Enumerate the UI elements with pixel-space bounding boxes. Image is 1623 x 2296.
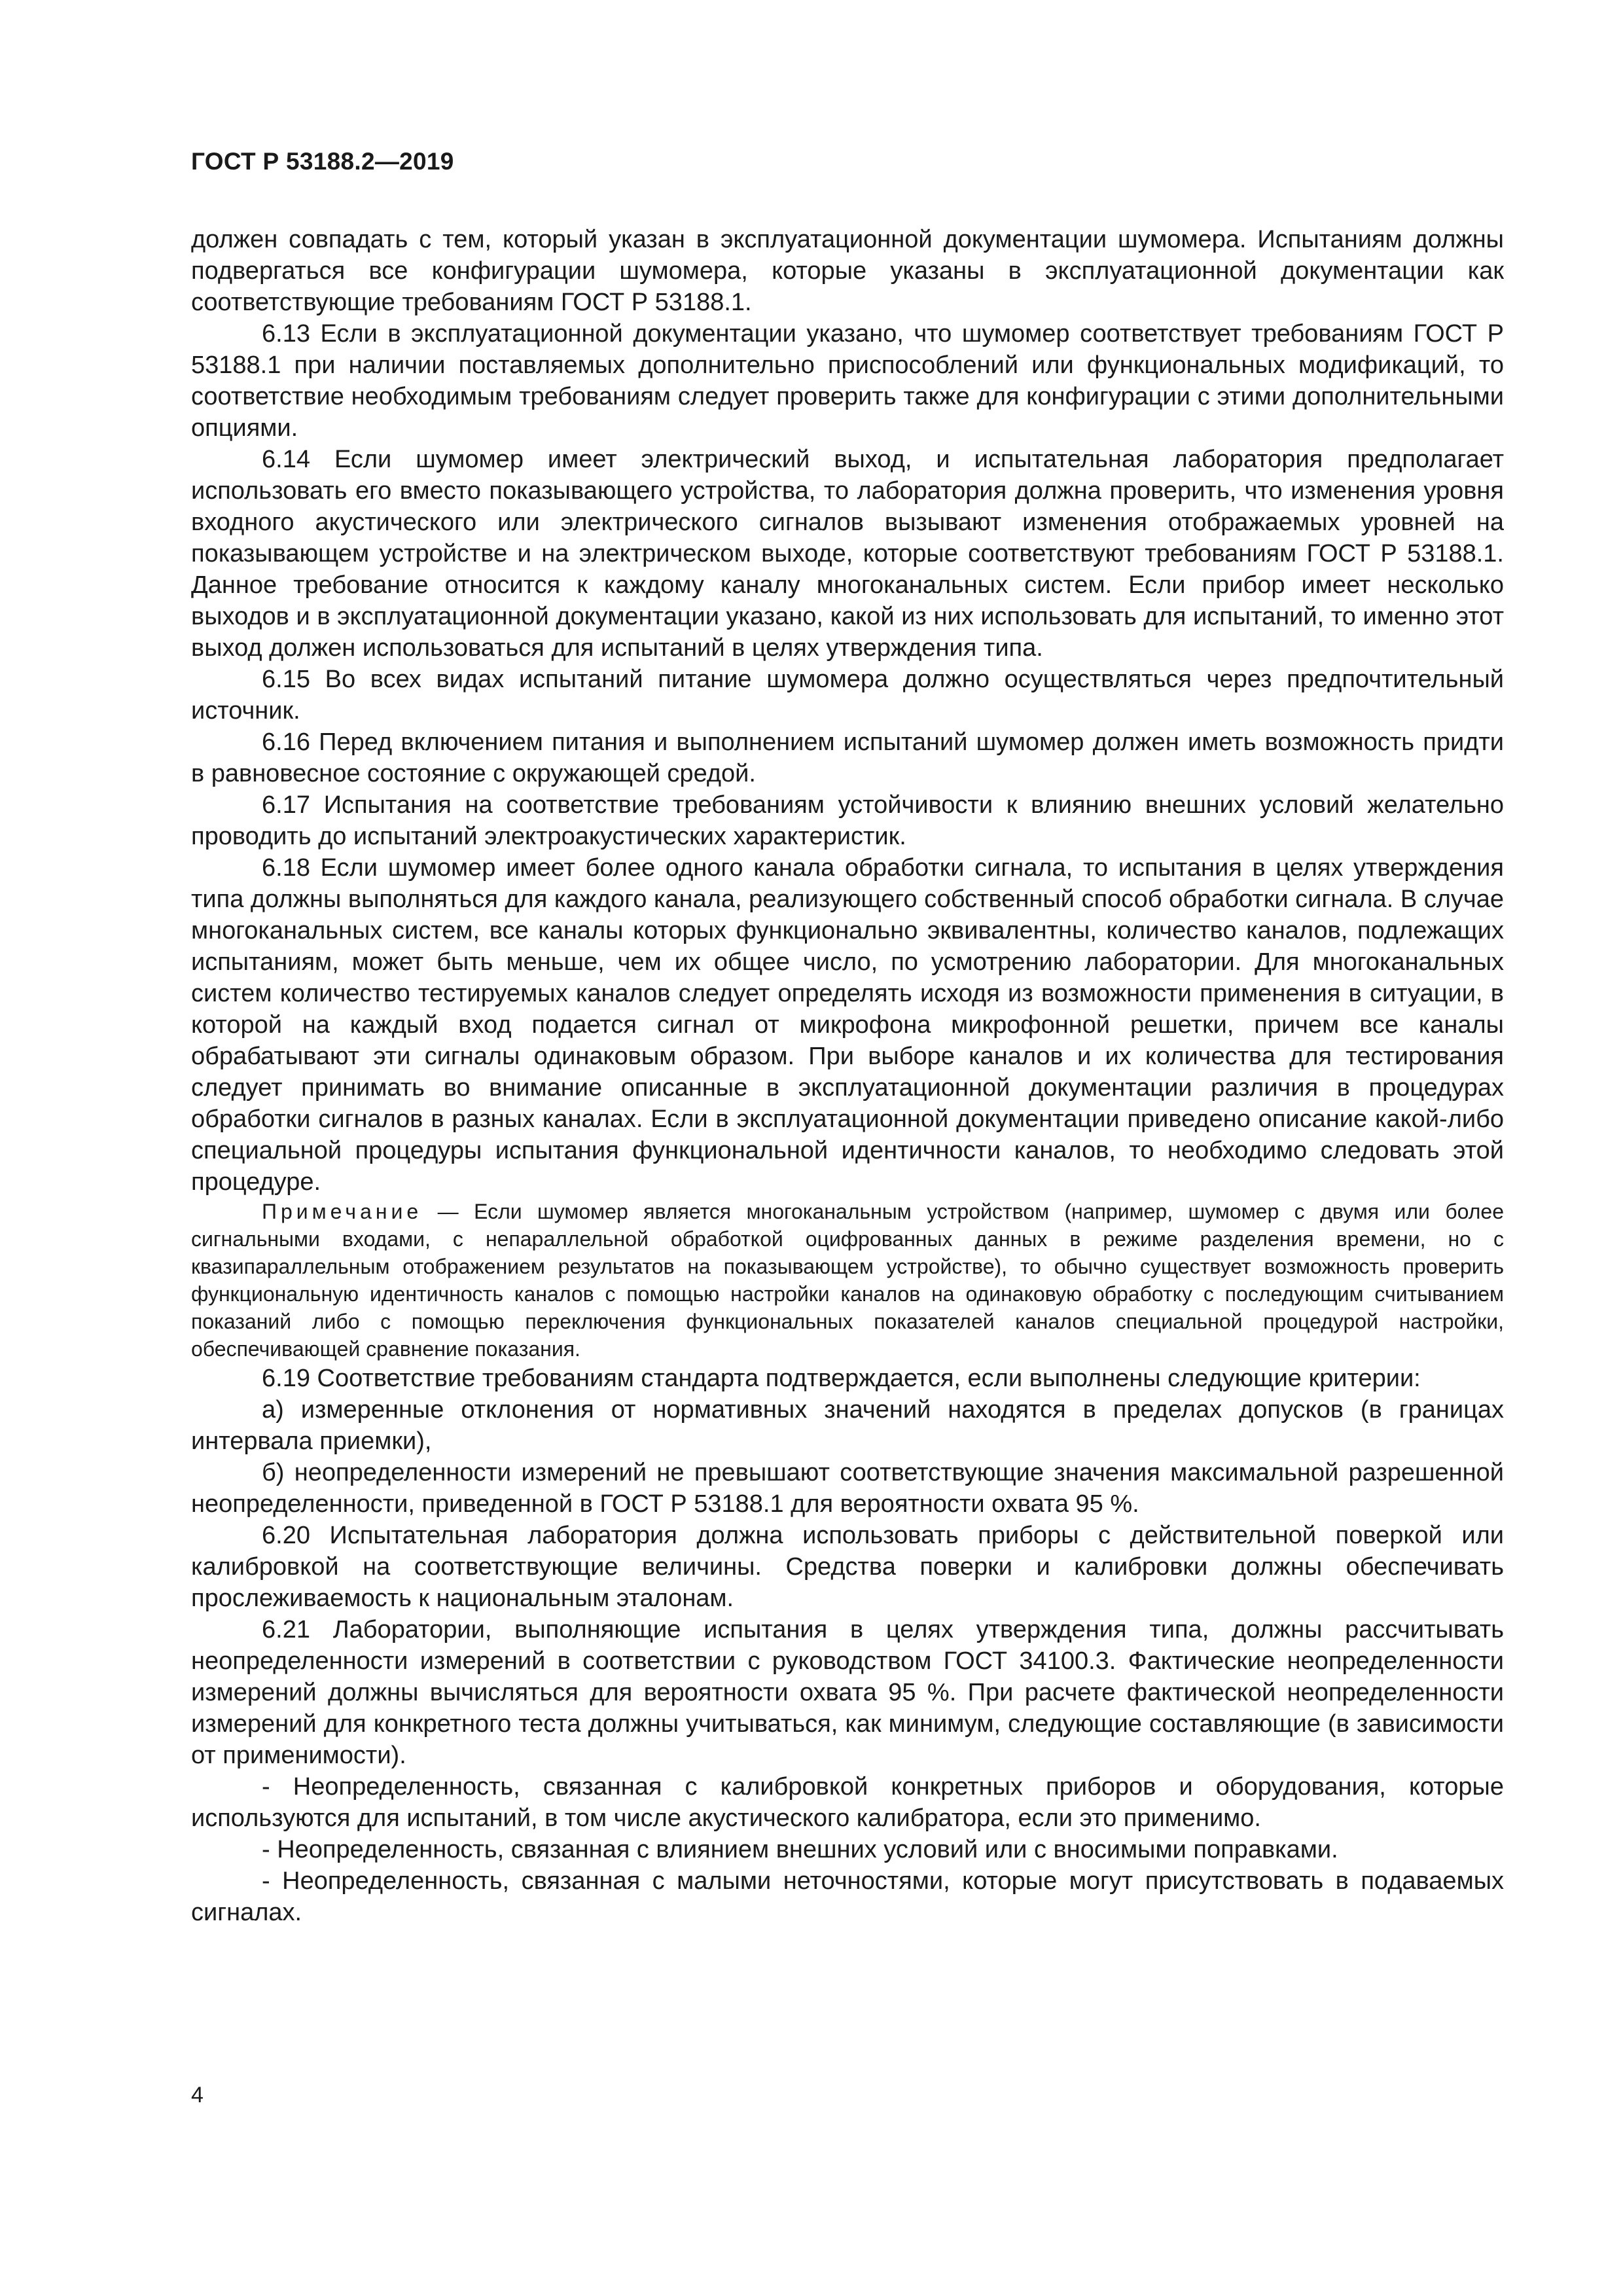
document-header: ГОСТ Р 53188.2—2019 xyxy=(191,148,454,175)
paragraph-6-17: 6.17 Испытания на соответствие требованиям устойчивости к влиянию внешних условий желательно проводить до испытаний электроакустических характеристик. xyxy=(191,791,1504,850)
bullet-item-1: - Неопределенность, связанная с калибровкой конкретных приборов и оборудования, которые используются для испытаний, в том числе акустического калибратора, если это применимо. xyxy=(191,1773,1504,1832)
page-number: 4 xyxy=(191,2083,204,2108)
note xyxy=(191,1198,1504,1363)
list-item-b: б) неопределенности измерений не превышают соответствующие значения максимальной разрешенной неопределенности, приведенной в ГОСТ Р 53188.1 для вероятности охвата 95 %. xyxy=(191,1459,1504,1518)
paragraph-6-13: 6.13 Если в эксплуатационной документации указано, что шумомер соответствует требованиям ГОСТ Р 53188.1 при наличии поставляемых дополнительно приспособлений или функциональных модификаций, то соответствие необходимым требованиям следует проверить также для конфигурации с этими дополнительными опциями. xyxy=(191,320,1504,442)
paragraph-6-21: 6.21 Лаборатории, выполняющие испытания в целях утверждения типа, должны рассчитывать неопределенности измерений в соответствии с руководством ГОСТ 34100.3. Фактические неопределенности измерений должны вычисляться для вероятности охвата 95 %. При расчете фактической неопределенности измерений для конкретного теста должны учитываться, как минимум, следующие составляющие (в зависимости от применимости). xyxy=(191,1616,1504,1769)
document-body xyxy=(191,224,1504,1928)
paragraph-6-20: 6.20 Испытательная лаборатория должна использовать приборы с действительной поверкой или калибровкой на соответствующие величины. Средства поверки и калибровки должны обеспечивать прослеживаемость к национальным эталонам. xyxy=(191,1522,1504,1612)
paragraph-6-15: 6.15 Во всех видах испытаний питание шумомера должно осуществляться через предпочтительный источник. xyxy=(191,666,1504,725)
paragraph-6-16: 6.16 Перед включением питания и выполнением испытаний шумомер должен иметь возможность придти в равновесное состояние с окружающей средой. xyxy=(191,728,1504,787)
note-label: Примечание xyxy=(262,1200,423,1223)
paragraph-6-14: 6.14 Если шумомер имеет электрический выход, и испытательная лаборатория предполагает использовать его вместо показывающего устройства, то лаборатория должна проверить, что изменения уровня входного акустического или электрического сигналов вызывают изменения отображаемых уровней на показывающем устройстве и на электрическом выходе, которые соответствуют требованиям ГОСТ Р 53188.1. Данное требование относится к каждому каналу многоканальных систем. Если прибор имеет несколько выходов и в эксплуатационной документации указано, какой из них использовать для испытаний, то именно этот выход должен использоваться для испытаний в целях утверждения типа. xyxy=(191,446,1504,662)
bullet-item-2: - Неопределенность, связанная с влиянием внешних условий или с вносимыми поправками. xyxy=(262,1836,1338,1863)
paragraph-continuation: должен совпадать с тем, который указан в эксплуатационной документации шумомера. Испытаниям должны подвергаться все конфигурации шумомера, которые указаны в эксплуатационной документации как соответствующие требованиям ГОСТ Р 53188.1. xyxy=(191,226,1504,316)
bullet-item-3: - Неопределенность, связанная с малыми неточностями, которые могут присутствовать в подаваемых сигналах. xyxy=(191,1867,1504,1926)
paragraph-6-18: 6.18 Если шумомер имеет более одного канала обработки сигнала, то испытания в целях утверждения типа должны выполняться для каждого канала, реализующего собственный способ обработки сигнала. В случае многоканальных систем, все каналы которых функционально эквивалентны, количество каналов, подлежащих испытаниям, может быть меньше, чем их общее число, по усмотрению лаборатории. Для многоканальных систем количество тестируемых каналов следует определять исходя из возможности применения в ситуации, в которой на каждый вход подается сигнал от микрофона микрофонной решетки, причем все каналы обрабатывают эти сигналы одинаковым образом. При выборе каналов и их количества для тестирования следует принимать во внимание описанные в эксплуатационной документации различия в процедурах обработки сигналов в разных каналах. Если в эксплуатационной документации приведено описание какой-либо специальной процедуры испытания функциональной идентичности каналов, то необходимо следовать этой процедуре. xyxy=(191,854,1504,1196)
list-item-a: а) измеренные отклонения от нормативных значений находятся в пределах допусков (в границах интервала приемки), xyxy=(191,1396,1504,1455)
note-text: — Если шумомер является многоканальным устройством (например, шумомер с двумя или более сигнальными входами, с непараллельной обработкой оцифрованных данных в режиме разделения времени, но с квазипараллельным отображением результатов на показывающем устройстве), то обычно существует возможность проверить функциональную идентичность каналов с помощью настройки каналов на одинаковую обработку с последующим считыванием показаний либо с помощью переключения функциональных показателей каналов специальной процедурой настройки, обеспечивающей сравнение показания. xyxy=(191,1200,1504,1361)
paragraph-6-19: 6.19 Соответствие требованиям стандарта подтверждается, если выполнены следующие критерии: xyxy=(262,1365,1421,1392)
